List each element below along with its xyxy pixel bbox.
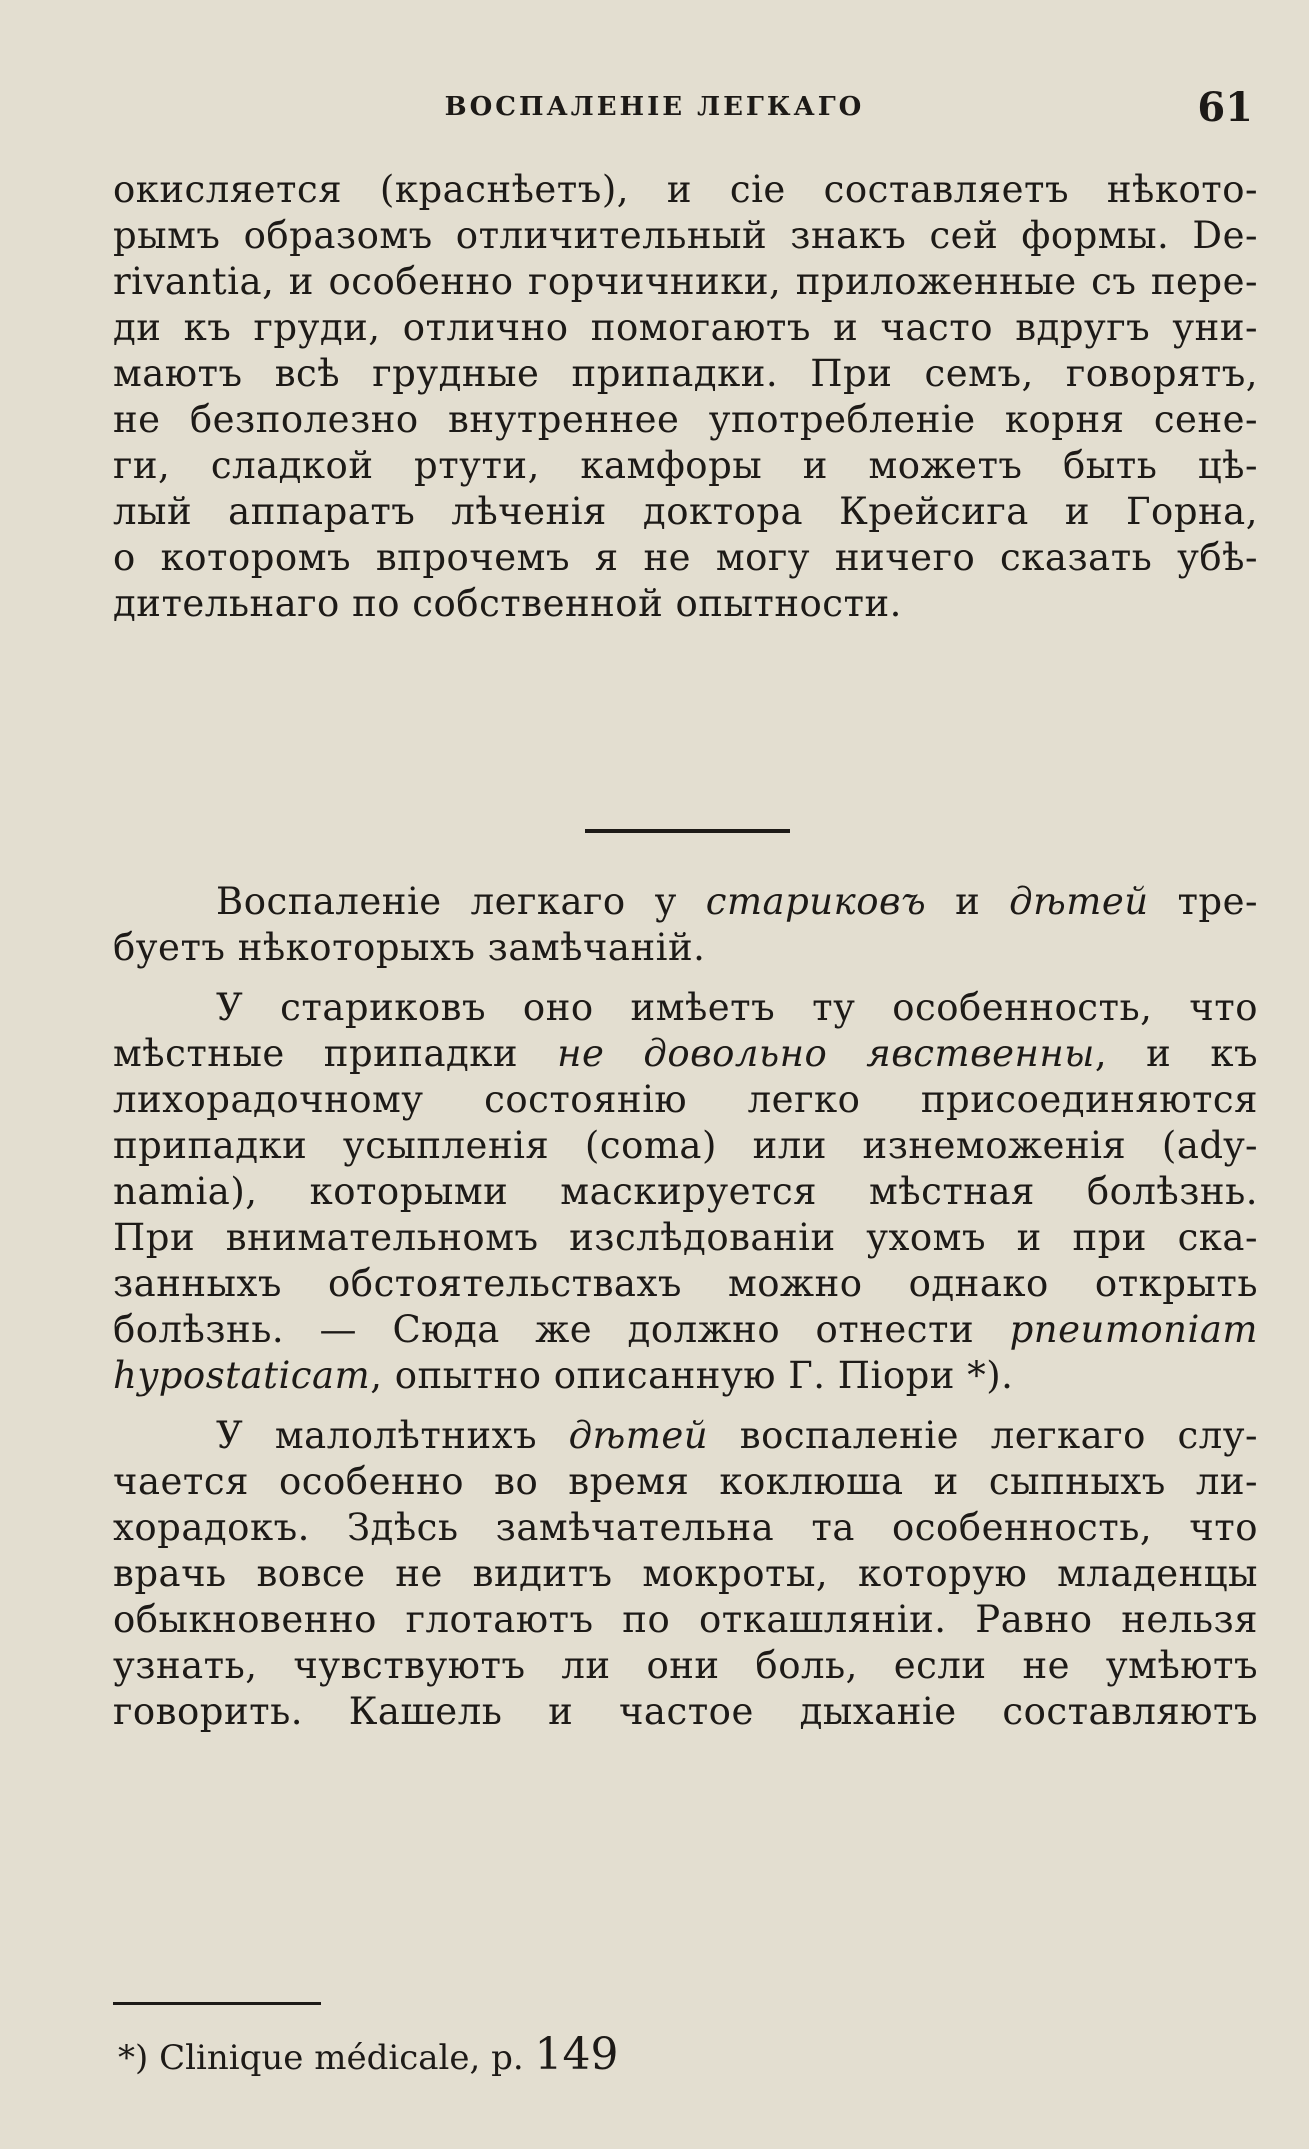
text-line bbox=[113, 1353, 1258, 1399]
text-run: , и къ bbox=[1094, 1032, 1258, 1075]
text-line: лихорадочному состоянію легко присоединяются bbox=[113, 1078, 1258, 1121]
text-line: хорадокъ. Здѣсь замѣчательна та особенность, что bbox=[113, 1506, 1258, 1549]
text-line: ди къ груди, отлично помогаютъ и часто вдругъ уни- bbox=[113, 306, 1258, 349]
text-run: Воспаленіе легкаго у bbox=[216, 880, 706, 923]
text-line: говорить. Кашель и частое дыханіе составляютъ bbox=[113, 1690, 1258, 1733]
italic-term: hypostaticam bbox=[113, 1354, 371, 1397]
text-line: обыкновенно глотаютъ по откашляніи. Равно нельзя bbox=[113, 1598, 1258, 1641]
text-line: узнать, чувствуютъ ли они боль, если не умѣютъ bbox=[113, 1644, 1258, 1687]
text-line: При внимательномъ изслѣдованіи ухомъ и при ска- bbox=[113, 1216, 1258, 1259]
text-line: занныхъ обстоятельствахъ можно однако открыть bbox=[113, 1262, 1258, 1305]
italic-term: дѣтей bbox=[568, 1414, 709, 1457]
italic-term: стариковъ bbox=[705, 880, 927, 923]
text-line: чается особенно во время коклюша и сыпныхъ ли- bbox=[113, 1460, 1258, 1503]
text-line: rivantia, и особенно горчичники, приложенные съ пере- bbox=[113, 260, 1258, 303]
section-divider bbox=[585, 829, 790, 833]
text-line bbox=[113, 1413, 1258, 1459]
text-line: рымъ образомъ отличительный знакъ сей формы. De- bbox=[113, 214, 1258, 257]
italic-term: дѣтей bbox=[1009, 880, 1149, 923]
text-run: мѣстные припадки bbox=[113, 1032, 558, 1075]
italic-term: не довольно явственны bbox=[557, 1032, 1095, 1075]
text-line: о которомъ впрочемъ я не могу ничего сказать убѣ- bbox=[113, 536, 1258, 579]
text-line: врачь вовсе не видитъ мокроты, которую младенцы bbox=[113, 1552, 1258, 1595]
text-line: ги, сладкой ртути, камфоры и можетъ быть цѣ- bbox=[113, 444, 1258, 487]
text-line: припадки усыпленія (coma) или изнеможенія (ady- bbox=[113, 1124, 1258, 1167]
text-run: , опытно описанную Г. Піори *). bbox=[370, 1354, 1014, 1397]
text-line: окисляется (краснѣетъ), и сіе составляетъ нѣкото- bbox=[113, 168, 1258, 211]
text-line: namia), которыми маскируется мѣстная болѣзнь. bbox=[113, 1170, 1258, 1213]
text-run: болѣзнь. — Сюда же должно отнести bbox=[113, 1308, 1010, 1351]
text-run: воспаленіе легкаго слу- bbox=[708, 1414, 1258, 1457]
italic-term: pneumoniam bbox=[1009, 1308, 1258, 1351]
footnote bbox=[118, 2029, 619, 2080]
footnote-page: 149 bbox=[534, 2029, 619, 2080]
text-line bbox=[113, 879, 1258, 925]
page-number: 61 bbox=[1197, 84, 1253, 131]
text-line: не безполезно внутреннее употребленіе корня сене- bbox=[113, 398, 1258, 441]
text-line bbox=[113, 1031, 1258, 1077]
text-run: тре- bbox=[1148, 880, 1258, 923]
text-line: У стариковъ оно имѣетъ ту особенность, что bbox=[216, 986, 1258, 1029]
footnote-mark: *) bbox=[118, 2038, 149, 2078]
text-run: У малолѣтнихъ bbox=[216, 1414, 569, 1457]
text-run: и bbox=[926, 880, 1010, 923]
text-line: лый аппаратъ лѣченія доктора Крейсига и Горна, bbox=[113, 490, 1258, 533]
text-line: буетъ нѣкоторыхъ замѣчаній. bbox=[113, 926, 706, 969]
text-line: дительнаго по собственной опытности. bbox=[113, 582, 902, 625]
footnote-divider bbox=[113, 2002, 321, 2005]
text-line bbox=[113, 1307, 1258, 1353]
running-title: ВОСПАЛЕНІЕ ЛЕГКАГО bbox=[444, 92, 865, 122]
running-header bbox=[0, 84, 1309, 132]
text-line: маютъ всѣ грудные припадки. При семъ, говорятъ, bbox=[113, 352, 1258, 395]
footnote-text: Clinique médicale, p. bbox=[159, 2038, 535, 2078]
